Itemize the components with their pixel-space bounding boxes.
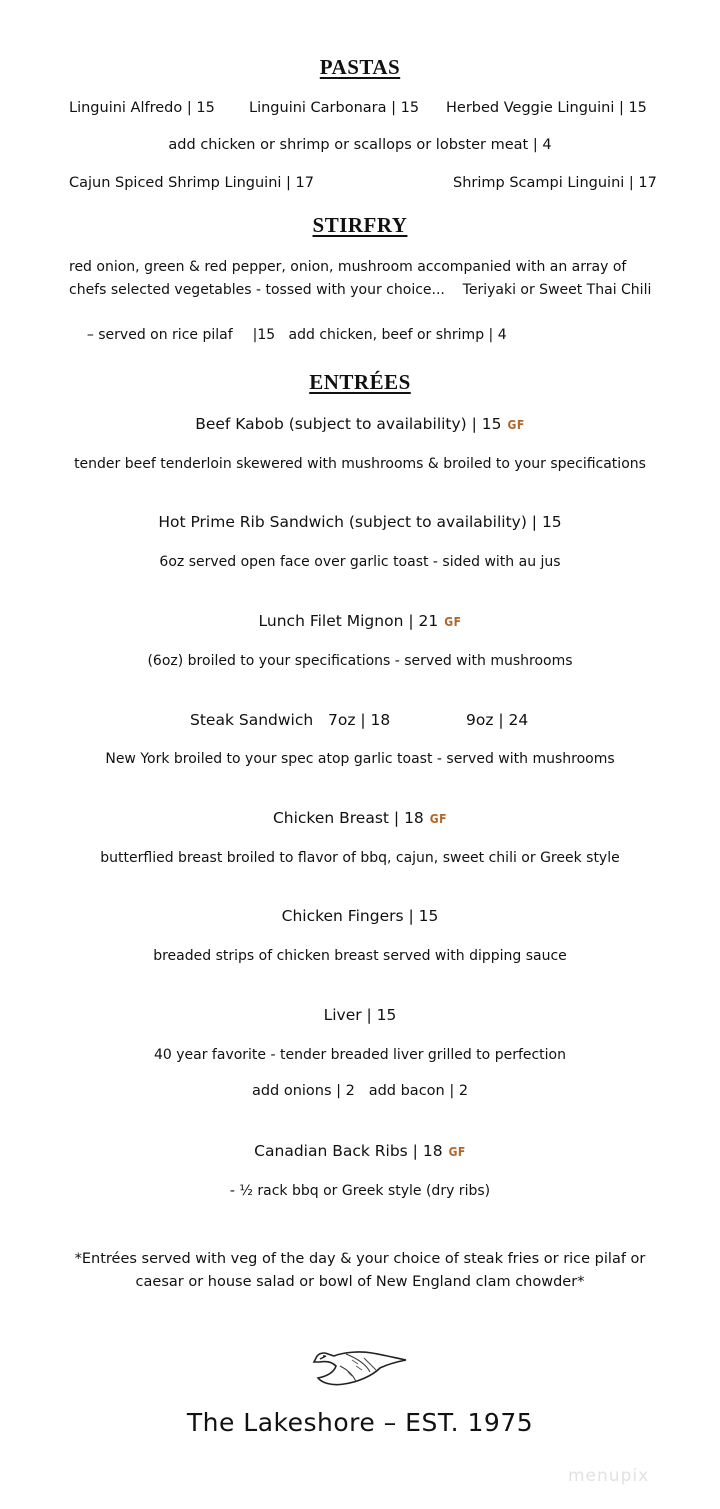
entree-desc-beef-kabob: tender beef tenderloin skewered with mushrooms & broiled to your specifications <box>74 456 646 472</box>
entree-title-beef-kabob: Beef Kabob (subject to availability) | 15 GF <box>195 415 525 433</box>
stirfry-line-3: – served on rice pilaf <box>86 326 233 343</box>
brand-name: The Lakeshore – EST. 1975 <box>186 1408 534 1437</box>
entree-title-liver: Liver | 15 <box>323 1006 397 1024</box>
pasta-item-linguini-carbonara: Linguini Carbonara | 15 <box>249 100 420 116</box>
stirfry-price-addon: |15 add chicken, beef or shrimp | 4 <box>252 326 507 343</box>
pasta-item-linguini-alfredo: Linguini Alfredo | 15 <box>69 100 215 116</box>
entree-desc-chicken-breast: butterflied breast broiled to flavor of bbq, cajun, sweet chili or Greek style <box>100 850 620 866</box>
entree-title-back-ribs: Canadian Back Ribs | 18 GF <box>254 1142 466 1160</box>
entree-desc-steak-sandwich: New York broiled to your spec atop garlic toast - served with mushrooms <box>105 751 615 767</box>
pasta-item-shrimp-scampi: Shrimp Scampi Linguini | 17 <box>453 175 657 191</box>
gluten-free-badge: GF <box>448 1145 466 1159</box>
entree-desc-back-ribs: - ½ rack bbq or Greek style (dry ribs) <box>229 1183 491 1199</box>
loon-icon <box>310 1340 410 1388</box>
entree-price-steak-7oz: 7oz | 18 <box>328 711 391 729</box>
pasta-item-herbed-veggie: Herbed Veggie Linguini | 15 <box>446 100 647 116</box>
pasta-addon: add chicken or shrimp or scallops or lobster meat | 4 <box>168 137 552 153</box>
gluten-free-badge: GF <box>429 812 448 826</box>
entrees-footnote: *Entrées served with veg of the day & your choice of steak fries or rice pilaf or caesar or house salad or bowl of New England clam chowder* <box>74 1251 646 1290</box>
entree-addon-liver: add onions | 2 add bacon | 2 <box>251 1083 469 1099</box>
stirfry-line-2: chefs selected vegetables - tossed with your choice... Teriyaki or Sweet Thai Chili <box>69 281 652 298</box>
entree-desc-liver: 40 year favorite - tender breaded liver grilled to perfection <box>153 1047 566 1063</box>
stirfry-description <box>69 256 709 369</box>
entree-desc-filet-mignon: (6oz) broiled to your specifications - served with mushrooms <box>147 653 573 669</box>
watermark: menupix <box>568 1466 650 1486</box>
entree-title-chicken-fingers: Chicken Fingers | 15 <box>281 907 439 925</box>
entrees-heading: ENTRÉES <box>309 370 411 394</box>
pastas-heading: PASTAS <box>319 55 401 79</box>
gluten-free-badge: GF <box>444 615 462 629</box>
stirfry-heading: STIRFRY <box>312 213 408 237</box>
pasta-item-cajun-shrimp: Cajun Spiced Shrimp Linguini | 17 <box>69 175 314 191</box>
stirfry-line-1: red onion, green & red pepper, onion, mushroom accompanied with an array of <box>69 259 627 275</box>
entree-title-prime-rib: Hot Prime Rib Sandwich (subject to availability) | 15 <box>158 513 562 531</box>
entree-title-steak-sandwich: Steak Sandwich <box>190 711 314 729</box>
entree-title-filet-mignon: Lunch Filet Mignon | 21 GF <box>258 612 462 630</box>
entree-title-chicken-breast: Chicken Breast | 18 GF <box>272 809 448 827</box>
entree-price-steak-9oz: 9oz | 24 <box>466 711 529 729</box>
entree-desc-chicken-fingers: breaded strips of chicken breast served with dipping sauce <box>153 948 567 964</box>
gluten-free-badge: GF <box>507 418 525 432</box>
entree-desc-prime-rib: 6oz served open face over garlic toast - sided with au jus <box>159 554 561 570</box>
